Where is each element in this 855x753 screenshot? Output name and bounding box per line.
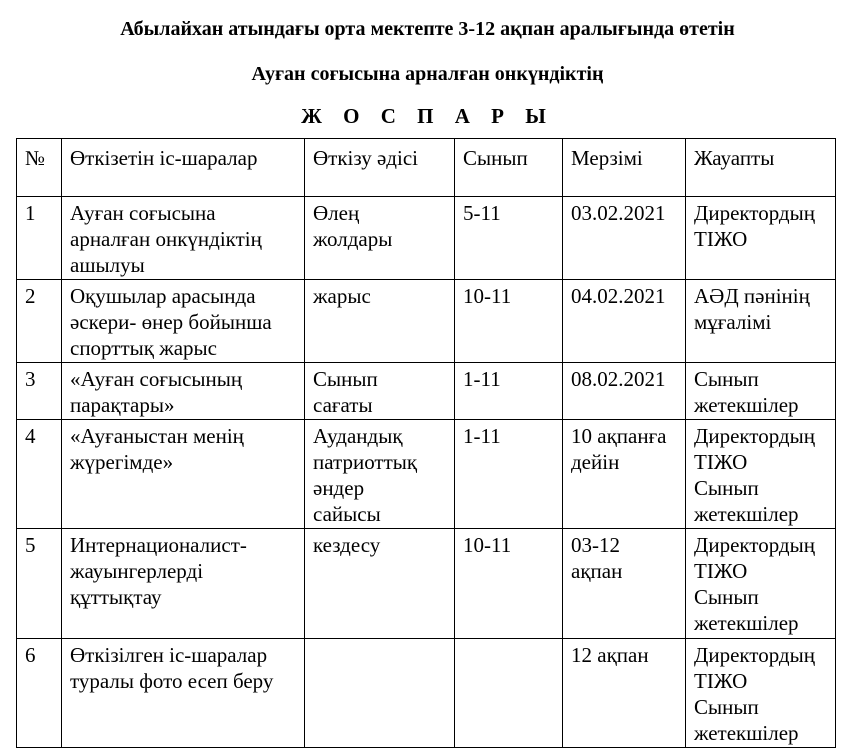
cell-event-line: әскери- өнер бойынша: [70, 310, 272, 334]
cell-grade: 10-11: [455, 529, 563, 639]
cell-responsible-line: Сынып: [694, 695, 759, 719]
cell-event-line: жауынгерлерді: [70, 559, 204, 583]
cell-method-line: сағаты: [313, 393, 373, 417]
cell-responsible-line: жетекшілер: [694, 721, 799, 745]
cell-date-line: 10 ақпанға: [571, 424, 667, 448]
cell-event-line: Оқушылар арасында: [70, 284, 256, 308]
cell-number: 5: [17, 529, 62, 639]
cell-method-line: жарыс: [313, 284, 371, 308]
cell-method: [305, 420, 455, 529]
table-row: [17, 639, 836, 748]
cell-event-line: Ауған соғысына: [70, 201, 216, 225]
table-row: [17, 420, 836, 529]
cell-event-line: спорттық жарыс: [70, 336, 217, 360]
column-header-method: Өткізу әдісі: [305, 139, 455, 197]
cell-method-line: сайысы: [313, 502, 381, 526]
document-title-plan: Ж О С П А Р Ы: [301, 104, 554, 128]
cell-responsible-line: Директордың: [694, 424, 815, 448]
document-title-line-1: Абылайхан атындағы орта мектепте 3-12 ақпан аралығында өтетін: [120, 18, 735, 40]
cell-event-line: «Ауған соғысының: [70, 367, 243, 391]
cell-date: [563, 363, 686, 420]
cell-responsible-line: Сынып: [694, 476, 759, 500]
cell-responsible: [686, 420, 836, 529]
cell-grade: 5-11: [455, 197, 563, 280]
cell-number: 3: [17, 363, 62, 420]
cell-number: 2: [17, 280, 62, 363]
cell-event: [62, 639, 305, 748]
cell-method: [305, 639, 455, 748]
column-header-date: Мерзімі: [563, 139, 686, 197]
cell-event-line: «Ауғаныстан менің: [70, 424, 244, 448]
cell-event-line: жүрегімде»: [70, 450, 174, 474]
cell-responsible-line: Директордың: [694, 533, 815, 557]
cell-date-line: дейін: [571, 450, 620, 474]
cell-method-line: жолдары: [313, 227, 393, 251]
cell-grade: 1-11: [455, 420, 563, 529]
cell-event-line: Интернационалист-: [70, 533, 247, 557]
cell-method-line: патриоттық: [313, 450, 418, 474]
cell-responsible-line: жетекшілер: [694, 393, 799, 417]
cell-responsible-line: Сынып: [694, 367, 759, 391]
column-header-number: №: [17, 139, 62, 197]
cell-event: [62, 529, 305, 639]
cell-date-line: 08.02.2021: [571, 367, 666, 391]
column-header-grade: Сынып: [455, 139, 563, 197]
cell-responsible-line: ТІЖО: [694, 450, 748, 474]
table-row: [17, 529, 836, 639]
cell-grade: 1-11: [455, 363, 563, 420]
table-body: [17, 197, 836, 748]
cell-responsible-line: ТІЖО: [694, 227, 748, 251]
cell-responsible-line: жетекшілер: [694, 611, 799, 635]
cell-method: [305, 363, 455, 420]
cell-event-line: ашылуы: [70, 253, 145, 277]
table-row: [17, 197, 836, 280]
cell-responsible: [686, 280, 836, 363]
cell-responsible-line: Директордың: [694, 643, 815, 667]
table-header-row: [17, 139, 836, 197]
table-row: [17, 363, 836, 420]
cell-responsible: [686, 639, 836, 748]
cell-method-line: Өлең: [313, 201, 360, 225]
cell-number: 1: [17, 197, 62, 280]
cell-event-line: арналған онкүндіктің: [70, 227, 262, 251]
cell-method-line: әндер: [313, 476, 365, 500]
cell-responsible: [686, 529, 836, 639]
cell-date: [563, 197, 686, 280]
cell-responsible: [686, 363, 836, 420]
cell-date-line: 03-12: [571, 533, 620, 557]
cell-event: [62, 420, 305, 529]
cell-date: [563, 529, 686, 639]
cell-method: [305, 197, 455, 280]
column-header-event: Өткізетін іс-шаралар: [62, 139, 305, 197]
cell-number: 4: [17, 420, 62, 529]
cell-grade: [455, 639, 563, 748]
cell-responsible-line: мұғалімі: [694, 310, 772, 334]
cell-responsible-line: Директордың: [694, 201, 815, 225]
cell-number: 6: [17, 639, 62, 748]
cell-date: [563, 420, 686, 529]
document-title-line-2: Ауған соғысына арналған онкүндіктің: [251, 63, 604, 85]
cell-method-line: Сынып: [313, 367, 378, 391]
cell-method-line: кездесу: [313, 533, 381, 557]
cell-event-line: Өткізілген іс-шаралар: [70, 643, 268, 667]
cell-event: [62, 280, 305, 363]
cell-date-line: ақпан: [571, 559, 623, 583]
cell-responsible-line: АӘД пәнінің: [694, 284, 810, 308]
cell-method: [305, 280, 455, 363]
cell-date: [563, 639, 686, 748]
cell-event-line: құттықтау: [70, 585, 162, 609]
cell-responsible-line: жетекшілер: [694, 502, 799, 526]
cell-date-line: 04.02.2021: [571, 284, 666, 308]
cell-responsible-line: ТІЖО: [694, 669, 748, 693]
cell-date: [563, 280, 686, 363]
plan-table: [16, 138, 836, 748]
column-header-responsible: Жауапты: [686, 139, 836, 197]
cell-event-line: парақтары»: [70, 393, 175, 417]
cell-date-line: 12 ақпан: [571, 643, 649, 667]
cell-responsible-line: Сынып: [694, 585, 759, 609]
cell-date-line: 03.02.2021: [571, 201, 666, 225]
cell-method-line: Аудандық: [313, 424, 403, 448]
cell-event: [62, 197, 305, 280]
cell-event-line: туралы фото есеп беру: [70, 669, 274, 693]
cell-method: [305, 529, 455, 639]
table-row: [17, 280, 836, 363]
cell-grade: 10-11: [455, 280, 563, 363]
cell-responsible-line: ТІЖО: [694, 559, 748, 583]
cell-event: [62, 363, 305, 420]
cell-responsible: [686, 197, 836, 280]
